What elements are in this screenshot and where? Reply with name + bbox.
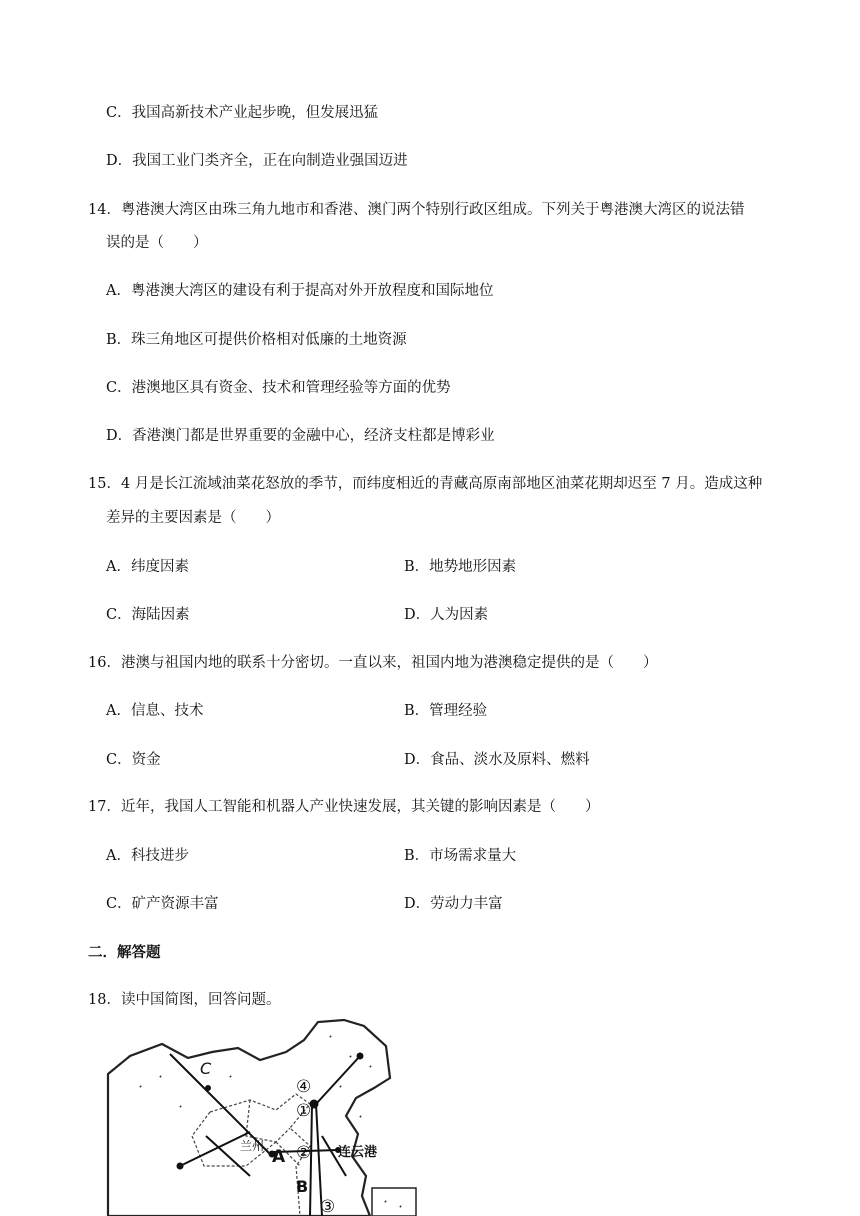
q15-option-d: D．人为因素 bbox=[404, 607, 489, 623]
inset-box bbox=[372, 1188, 416, 1216]
q17-option-a: A．科技进步 bbox=[106, 848, 189, 864]
map-label-a: A bbox=[272, 1147, 286, 1167]
q17-option-c: C．矿产资源丰富 bbox=[106, 896, 219, 912]
q14-option-a: A．粤港澳大湾区的建设有利于提高对外开放程度和国际地位 bbox=[106, 283, 494, 299]
q16-option-c: C．资金 bbox=[106, 752, 161, 768]
q18-stem: 18．读中国简图，回答问题。 bbox=[88, 992, 281, 1008]
map-marker-4: ④ bbox=[296, 1077, 312, 1097]
q16-option-d: D．食品、淡水及原料、燃料 bbox=[404, 752, 590, 768]
q14-option-c: C．港澳地区具有资金、技术和管理经验等方面的优势 bbox=[106, 380, 451, 396]
map-marker-3: ③ bbox=[320, 1197, 336, 1216]
q16-option-a: A．信息、技术 bbox=[106, 703, 204, 719]
q17-stem: 17．近年，我国人工智能和机器人产业快速发展，其关键的影响因素是（ ） bbox=[88, 799, 600, 815]
rail-line-northeast bbox=[316, 1056, 360, 1104]
city-dot-northeast bbox=[357, 1053, 364, 1060]
q17-option-b: B．市场需求量大 bbox=[404, 848, 517, 864]
q14-option-d: D．香港澳门都是世界重要的金融中心，经济支柱都是博彩业 bbox=[106, 428, 495, 444]
q15-option-a: A．纬度因素 bbox=[106, 559, 189, 575]
map-label-lianyungang: 连云港 bbox=[338, 1145, 378, 1160]
map-marker-2: ② bbox=[296, 1143, 312, 1163]
q14-stem-line2: 误的是（ ） bbox=[106, 235, 208, 251]
section-heading: 二．解答题 bbox=[88, 944, 161, 961]
map-province-lines bbox=[192, 1094, 310, 1216]
map-label-c: C bbox=[200, 1059, 212, 1078]
q16-stem: 16．港澳与祖国内地的联系十分密切。一直以来，祖国内地为港澳稳定提供的是（ ） bbox=[88, 655, 658, 671]
q15-stem-line2: 差异的主要因素是（ ） bbox=[106, 510, 280, 526]
q14-option-b: B．珠三角地区可提供价格相对低廉的土地资源 bbox=[106, 332, 407, 348]
q15-option-c: C．海陆因素 bbox=[106, 607, 190, 623]
city-dot-north bbox=[205, 1085, 211, 1091]
map-label-b: B bbox=[296, 1177, 309, 1196]
map-label-lanzhou: 兰州 bbox=[240, 1139, 265, 1153]
map-marker-1: ① bbox=[296, 1101, 312, 1121]
city-dot-west bbox=[177, 1163, 184, 1170]
q16-option-b: B．管理经验 bbox=[404, 703, 488, 719]
dots-texture bbox=[140, 1036, 401, 1207]
q17-option-d: D．劳动力丰富 bbox=[404, 896, 503, 912]
map-outline bbox=[108, 1020, 390, 1216]
q15-stem-line1: 15．4 月是长江流域油菜花怒放的季节，而纬度相近的青藏高原南部地区油菜花期却迟至 7 月。造成这种 bbox=[88, 476, 763, 492]
q14-stem-line1: 14．粤港澳大湾区由珠三角九地市和香港、澳门两个特别行政区组成。下列关于粤港澳大湾区的说法错 bbox=[88, 202, 745, 218]
q15-option-b: B．地势地形因素 bbox=[404, 559, 517, 575]
q13-option-c: C．我国高新技术产业起步晚，但发展迅猛 bbox=[106, 105, 379, 121]
china-map-figure bbox=[100, 1016, 420, 1216]
q13-option-d: D．我国工业门类齐全，正在向制造业强国迈进 bbox=[106, 153, 408, 169]
